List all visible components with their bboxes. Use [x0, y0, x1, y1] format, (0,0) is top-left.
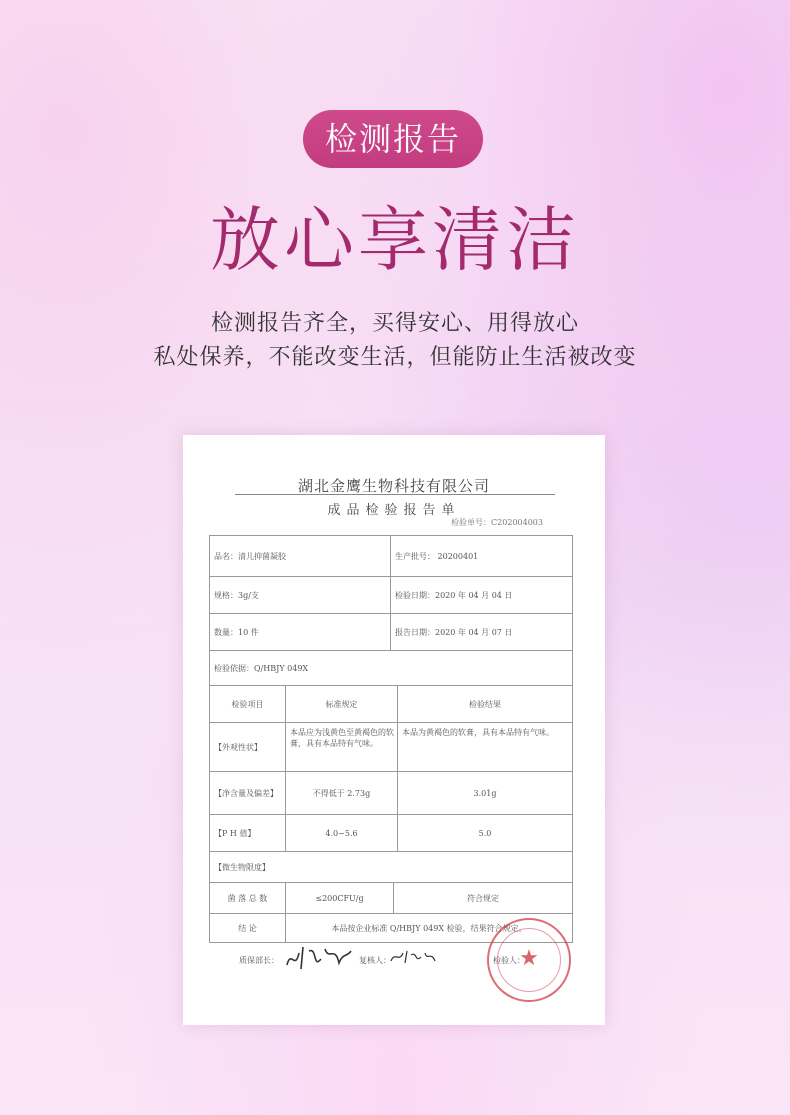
- signature-scribble: [283, 941, 353, 973]
- product-name: 品名：清儿抑菌凝胶: [214, 551, 286, 561]
- inspection-basis: 检验依据：Q/HBJY 049X: [214, 663, 309, 673]
- company-name: 湖北金鹰生物科技有限公司: [297, 477, 490, 495]
- reviewer-signature: [389, 949, 437, 969]
- batch-number: 生产批号： 20200401: [390, 536, 572, 576]
- row-result: 3.01g: [397, 772, 572, 814]
- subtitle-line-2: 私处保养，不能改变生活，但能防止生活被改变: [153, 345, 637, 370]
- row-result: 本品为黄褐色的软膏，具有本品特有气味。: [397, 723, 572, 771]
- qa-manager-signature: [283, 941, 353, 979]
- row-result: 符合规定: [393, 883, 572, 913]
- table-row: [209, 814, 573, 852]
- table-row: [209, 771, 573, 815]
- inspection-report-document: [183, 435, 605, 1025]
- info-row-product: [209, 535, 573, 577]
- header-standard: 标准规定: [285, 686, 397, 722]
- row-result: 5.0: [397, 815, 572, 851]
- inspection-date: 检验日期：2020 年 04 月 04 日: [390, 577, 572, 613]
- specification: 规格：3g/支: [214, 590, 259, 600]
- row-item: 菌 落 总 数: [227, 893, 268, 903]
- row-standard: 本品应为浅黄色至黄褐色的软膏，具有本品特有气味。: [285, 723, 397, 771]
- header-result: 检验结果: [397, 686, 572, 722]
- quantity: 数量：10 件: [214, 627, 259, 637]
- row-standard: 4.0~5.6: [285, 815, 397, 851]
- row-item: 【净含量及偏差】: [214, 788, 278, 798]
- subtitle-line-1: 检测报告齐全，买得安心、用得放心: [210, 311, 579, 336]
- title-divider: [235, 494, 555, 495]
- micro-section-row: [209, 851, 573, 883]
- table-header-row: [209, 685, 573, 723]
- seal-star-icon: ★: [519, 946, 539, 971]
- reviewer-label: 复核人：: [359, 956, 391, 965]
- conclusion-label: 结 论: [238, 923, 257, 933]
- report-date: 报告日期：2020 年 04 月 07 日: [390, 614, 572, 650]
- header-item: 检验项目: [231, 699, 264, 709]
- table-row: [209, 882, 573, 914]
- row-standard: ≤200CFU/g: [285, 883, 393, 913]
- info-row-basis: [209, 650, 573, 686]
- row-item: 【P H 值】: [214, 828, 256, 838]
- report-badge: 检测报告: [303, 110, 483, 168]
- row-standard: 不得低于 2.73g: [285, 772, 397, 814]
- qa-manager-label: 质保部长：: [239, 956, 279, 965]
- reviewer-scribble: [389, 949, 437, 965]
- info-row-spec: [209, 576, 573, 614]
- conclusion-text: 本品按企业标准 Q/HBJY 049X 检验，结果符合规定。: [285, 914, 572, 942]
- company-seal-stamp: [487, 918, 571, 1002]
- inspector-label: 检验人：: [493, 956, 525, 965]
- table-row: [209, 722, 573, 772]
- micro-section-label: 【微生物限度】: [214, 862, 270, 872]
- info-row-quantity: [209, 613, 573, 651]
- headline: 放心享清洁: [210, 199, 580, 281]
- report-number: 检验单号：C202004003: [451, 518, 543, 527]
- form-title: 成品检验报告单: [327, 503, 461, 518]
- row-item: 【外观性状】: [214, 742, 262, 752]
